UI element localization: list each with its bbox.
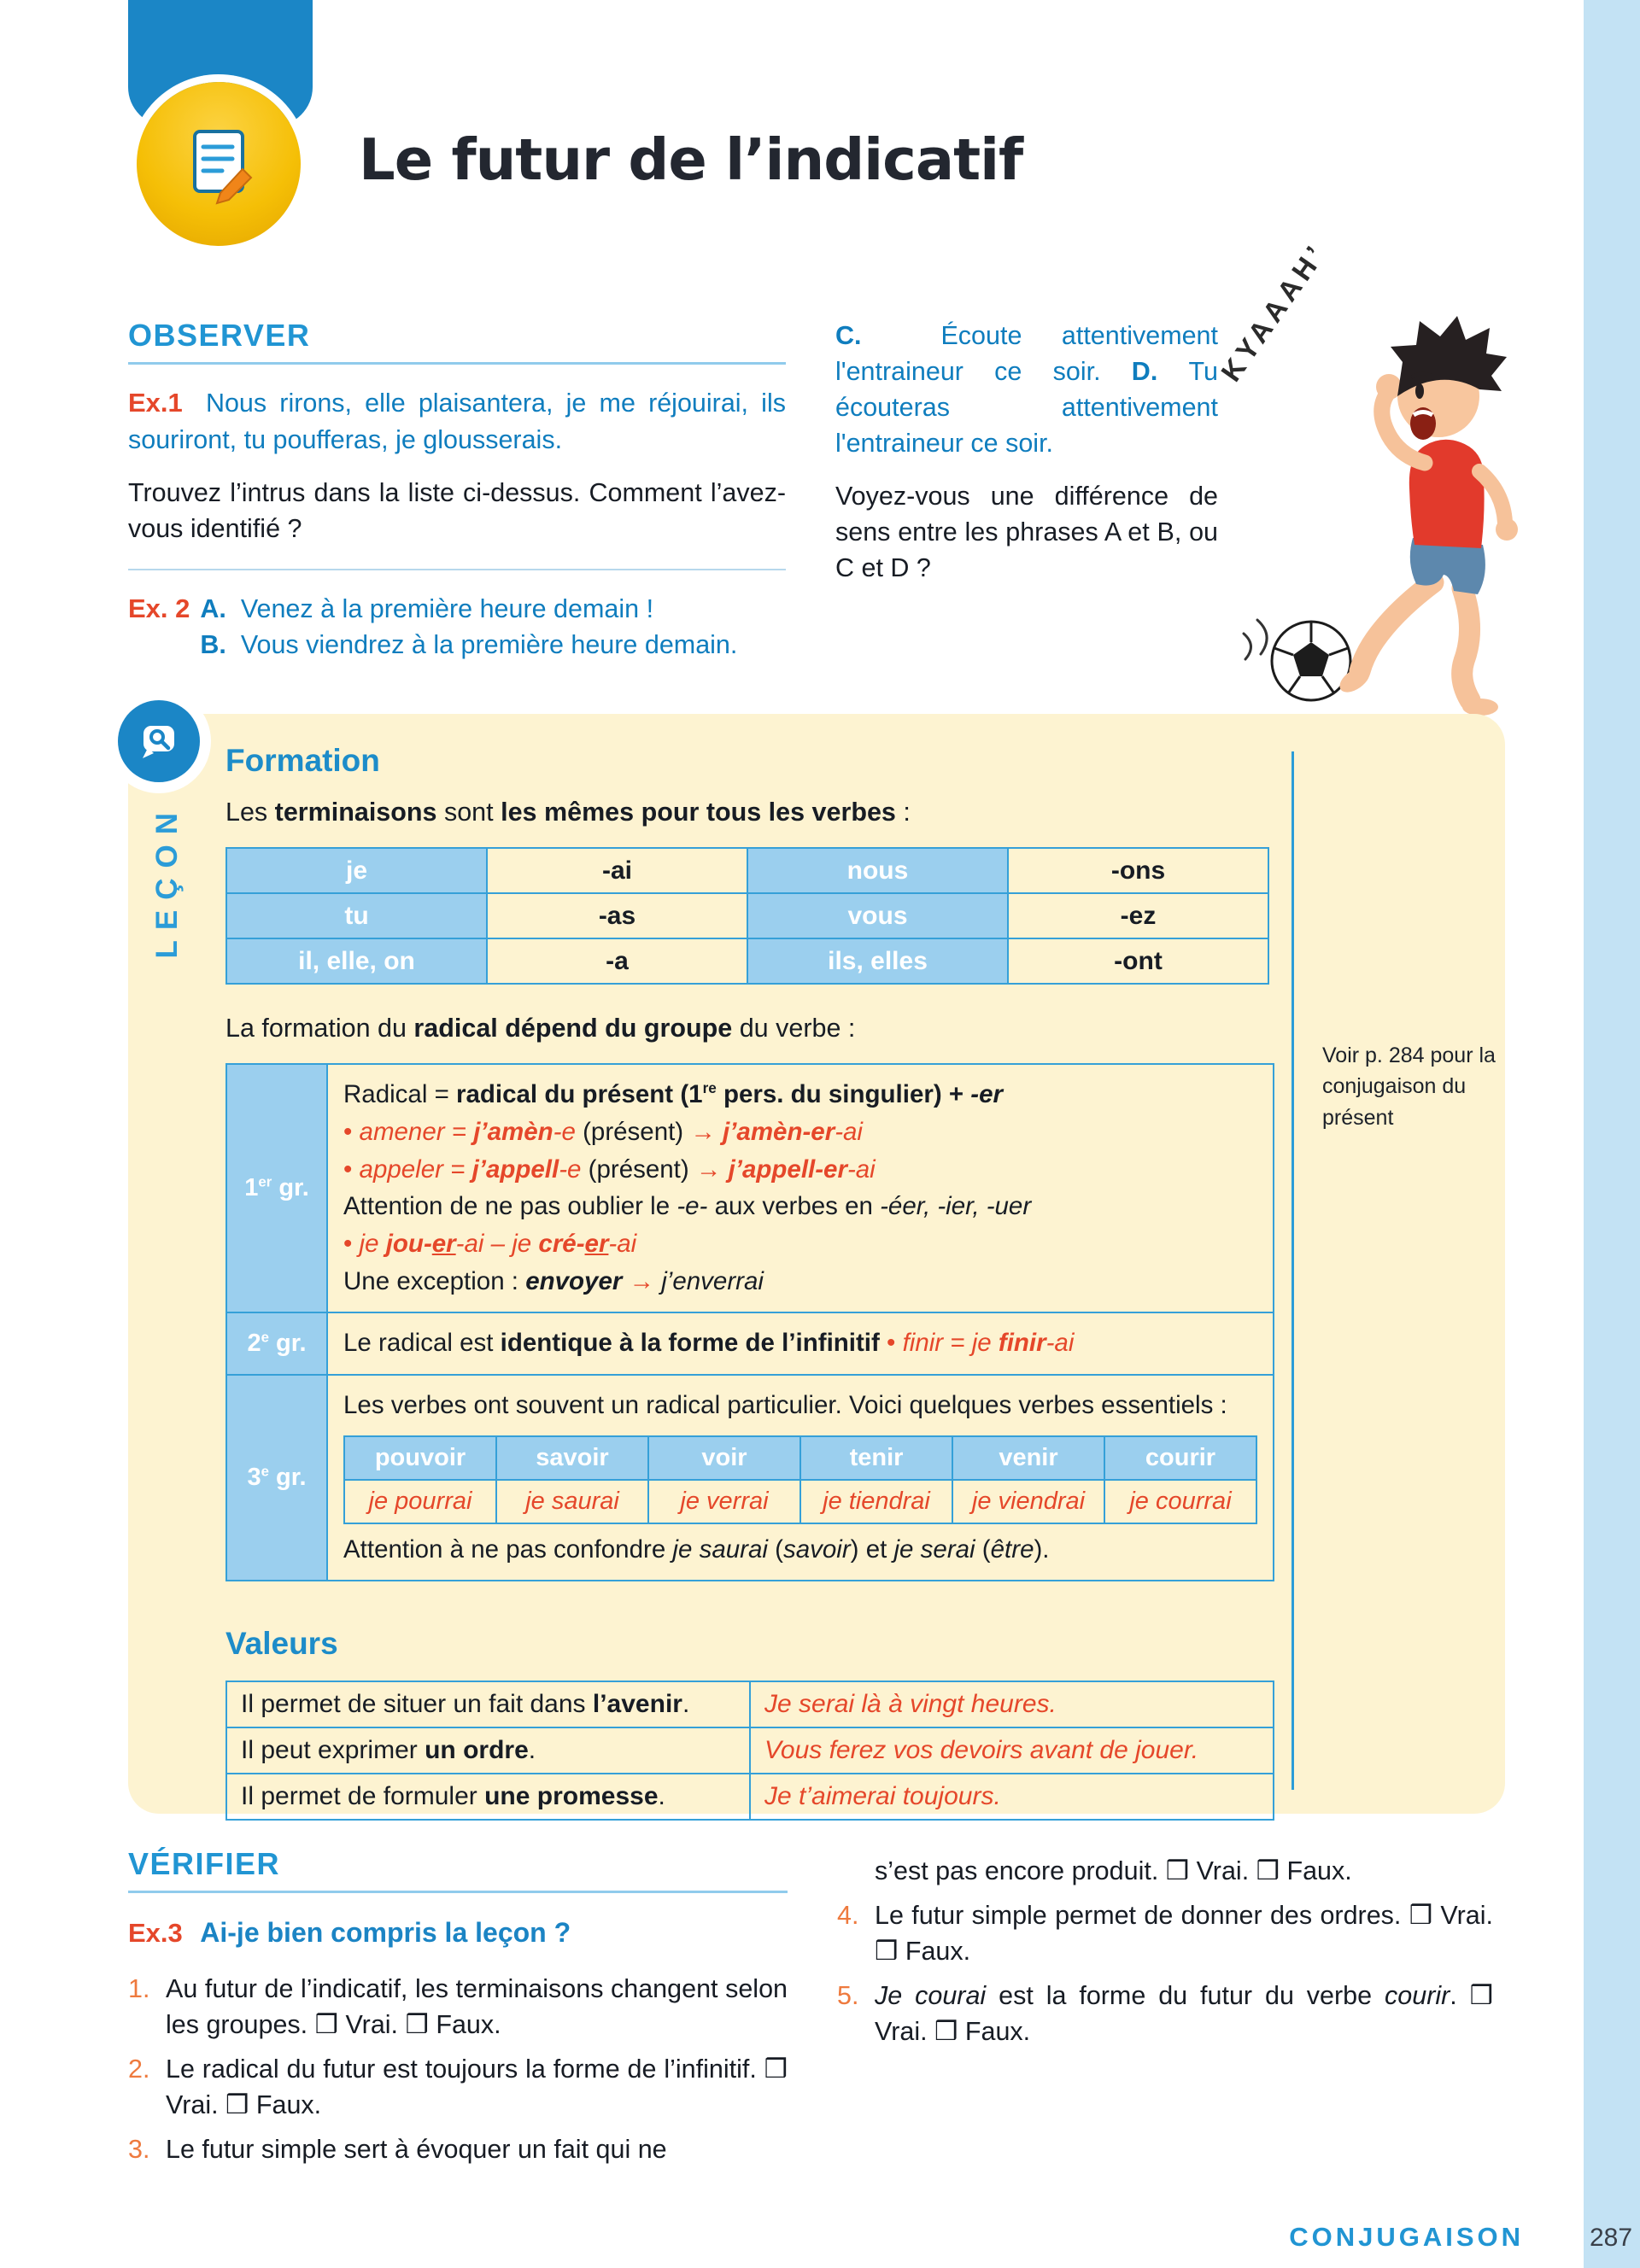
margin-note: Voir p. 284 pour la conjugaison du présent xyxy=(1322,1043,1496,1130)
quiz-item-number xyxy=(837,1853,875,1889)
quiz-item-text: s’est pas encore produit. ❒ Vrai. ❒ Faux. xyxy=(875,1856,1352,1885)
ending-cell: -ez xyxy=(1008,893,1268,938)
cartoon-illustration xyxy=(1215,236,1512,734)
exercise-2-sentences-cd: C. Écoute attentivement l'entraineur ce soir. D. Tu écouteras attentivement l'entraineur ce soir. xyxy=(835,321,1218,459)
exercise-2-sentences-ab: A. Venez à la première heure demain ! B. Vous viendrez à la première heure demain. xyxy=(200,594,738,660)
page-number: 287 xyxy=(1589,2224,1633,2252)
pronoun-cell: vous xyxy=(747,893,1008,938)
exercise-3 xyxy=(128,1914,788,1952)
pronoun-cell: ils, elles xyxy=(747,938,1008,984)
pronoun-cell: il, elle, on xyxy=(226,938,487,984)
quiz-item-text: Le futur simple sert à évoquer un fait qui ne xyxy=(166,2135,667,2165)
lecon-side-label: LEÇON xyxy=(150,803,184,959)
future-cell: je verrai xyxy=(648,1480,800,1523)
quiz-item-number: 5. xyxy=(837,1981,859,2011)
group-2-line: Le radical est identique à la forme de l’infinitif • finir = je finir-ai xyxy=(343,1329,1075,1358)
exercise-2 xyxy=(128,591,786,663)
exercise-2-label: Ex. 2 xyxy=(128,593,190,623)
exercise-1 xyxy=(128,385,786,458)
valeurs-table xyxy=(226,1681,1274,1821)
exercise-3-title: Ai-je bien compris la leçon ? xyxy=(200,1917,571,1948)
valeur-use-cell: Il peut exprimer un ordre. xyxy=(226,1727,750,1774)
ending-cell: -ont xyxy=(1008,938,1268,984)
magnifier-icon xyxy=(137,719,181,763)
group-1-line: • appeler = j’appell-e (présent) → j’appell-er-ai xyxy=(343,1154,876,1184)
future-cell: je tiendrai xyxy=(800,1480,952,1523)
quiz-item-continuation xyxy=(837,1853,1493,1889)
valeur-use-cell: Il permet de situer un fait dans l’avenir. xyxy=(226,1681,750,1727)
verb-cell: voir xyxy=(648,1436,800,1480)
valeurs-row xyxy=(226,1727,1274,1774)
divider xyxy=(128,569,786,570)
ending-cell: -ai xyxy=(487,848,747,893)
verifier-left-column xyxy=(128,1846,788,2176)
verifier-right-column xyxy=(837,1853,1493,2058)
valeurs-row xyxy=(226,1681,1274,1727)
verbs-header-row xyxy=(344,1436,1256,1480)
quiz-item-number: 4. xyxy=(837,1901,859,1931)
quiz-item xyxy=(128,2131,788,2167)
exercise-2-question: Voyez-vous une différence de sens entre les phrases A et B, ou C et D ? xyxy=(835,482,1218,583)
endings-table xyxy=(226,847,1269,985)
ending-cell: -a xyxy=(487,938,747,984)
page-edge-strip xyxy=(1584,0,1640,2268)
valeur-use-cell: Il permet de formuler une promesse. xyxy=(226,1774,750,1820)
group-3-content xyxy=(327,1375,1274,1581)
ending-cell: -as xyxy=(487,893,747,938)
valeur-example-cell: Je serai là à vingt heures. xyxy=(750,1681,1274,1727)
page-footer xyxy=(1196,2217,1640,2254)
verb-cell: courir xyxy=(1104,1436,1256,1480)
verb-cell: savoir xyxy=(496,1436,648,1480)
pronoun-cell: tu xyxy=(226,893,487,938)
groups-table xyxy=(226,1063,1274,1581)
document-pencil-icon xyxy=(176,121,261,207)
group-1-line: • amener = j’amèn-e (présent) → j’amèn-er-ai xyxy=(343,1117,863,1146)
quiz-item-number: 3. xyxy=(128,2135,150,2165)
future-cell: je pourrai xyxy=(344,1480,496,1523)
radical-intro: La formation du radical dépend du groupe du verbe : xyxy=(226,1014,856,1043)
group-1-row xyxy=(226,1064,1274,1312)
group-2-content xyxy=(327,1312,1274,1375)
group-2-row xyxy=(226,1312,1274,1375)
exercise-1-label: Ex.1 xyxy=(128,388,183,418)
exercise-3-label: Ex.3 xyxy=(128,1918,183,1948)
vertical-rule xyxy=(1292,751,1294,1790)
future-cell: je saurai xyxy=(496,1480,648,1523)
quiz-item-text: Le radical du futur est toujours la forme de l’infinitif. ❒ Vrai. ❒ Faux. xyxy=(166,2054,788,2119)
lecon-content xyxy=(226,743,1276,1821)
ending-cell: -ons xyxy=(1008,848,1268,893)
boy-kicking-ball-illustration xyxy=(1230,294,1520,738)
group-2-label: 2e gr. xyxy=(226,1312,327,1375)
valeurs-row xyxy=(226,1774,1274,1820)
group-1-line: Une exception : envoyer → j’enverrai xyxy=(343,1266,764,1295)
table-row xyxy=(226,938,1268,984)
lecon-box xyxy=(128,714,1505,1814)
page-title: Le futur de l’indicatif xyxy=(359,126,1023,193)
group-1-content xyxy=(327,1064,1274,1312)
group-3-row xyxy=(226,1375,1274,1581)
quiz-item xyxy=(128,2051,788,2123)
group-3-label: 3e gr. xyxy=(226,1375,327,1581)
valeur-example-cell: Je t’aimerai toujours. xyxy=(750,1774,1274,1820)
quiz-item xyxy=(837,1978,1493,2049)
observer-section xyxy=(128,236,1512,719)
group-1-label: 1er gr. xyxy=(226,1064,327,1312)
future-cell: je courrai xyxy=(1104,1480,1256,1523)
pronoun-cell: nous xyxy=(747,848,1008,893)
quiz-item xyxy=(128,1971,788,2043)
formation-intro: Les terminaisons sont les mêmes pour tous les verbes : xyxy=(226,798,911,827)
verb-cell: tenir xyxy=(800,1436,952,1480)
irregular-verbs-table xyxy=(343,1435,1257,1524)
exercise-1-sentence: Nous rirons, elle plaisantera, je me réjouirai, ils souriront, tu poufferas, je glousserais. xyxy=(128,389,786,454)
group-1-line: Attention de ne pas oublier le -e- aux verbes en -éer, -ier, -uer xyxy=(343,1192,1032,1221)
table-row xyxy=(226,893,1268,938)
formation-heading: Formation xyxy=(226,743,380,778)
quiz-item-number: 1. xyxy=(128,1973,150,2003)
verb-cell: venir xyxy=(952,1436,1104,1480)
valeur-example-cell: Vous ferez vos devoirs avant de jouer. xyxy=(750,1727,1274,1774)
quiz-item-text: Au futur de l’indicatif, les terminaisons changent selon les groupes. ❒ Vrai. ❒ Faux. xyxy=(166,1973,788,2039)
footer-section-label: CONJUGAISON xyxy=(1289,2222,1524,2252)
quiz-item-number: 2. xyxy=(128,2054,150,2084)
observer-heading: OBSERVER xyxy=(128,318,786,365)
observer-middle-column xyxy=(835,318,1218,604)
table-row xyxy=(226,848,1268,893)
group-1-line: Radical = radical du présent (1re pers. du singulier) + -er xyxy=(343,1080,1003,1109)
pronoun-cell: je xyxy=(226,848,487,893)
future-cell: je viendrai xyxy=(952,1480,1104,1523)
quiz-item-text: Le futur simple permet de donner des ordres. ❒ Vrai. ❒ Faux. xyxy=(875,1901,1493,1967)
verb-cell: pouvoir xyxy=(344,1436,496,1480)
observer-left-column xyxy=(128,318,786,680)
group-3-intro: Les verbes ont souvent un radical particulier. Voici quelques verbes essentiels : xyxy=(343,1391,1227,1420)
quiz-item-text: Je courai est la forme du futur du verbe courir. ❒ Vrai. ❒ Faux. xyxy=(875,1981,1494,2047)
group-3-note: Attention à ne pas confondre je saurai (savoir) et je serai (être). xyxy=(343,1534,1050,1564)
valeurs-heading: Valeurs xyxy=(226,1626,338,1662)
futures-row xyxy=(344,1480,1256,1523)
quiz-item xyxy=(837,1897,1493,1969)
exercise-1-question: Trouvez l’intrus dans la liste ci-dessus. Comment l’avez-vous identifié ? xyxy=(128,477,786,543)
verifier-heading: VÉRIFIER xyxy=(128,1846,788,1893)
cartoon-caption: KYAAAH’ xyxy=(1215,236,1333,388)
notebook-icon-badge xyxy=(137,82,301,246)
lecon-badge xyxy=(118,700,200,782)
group-1-line: • je jou-er-ai – je cré-er-ai xyxy=(343,1229,637,1258)
